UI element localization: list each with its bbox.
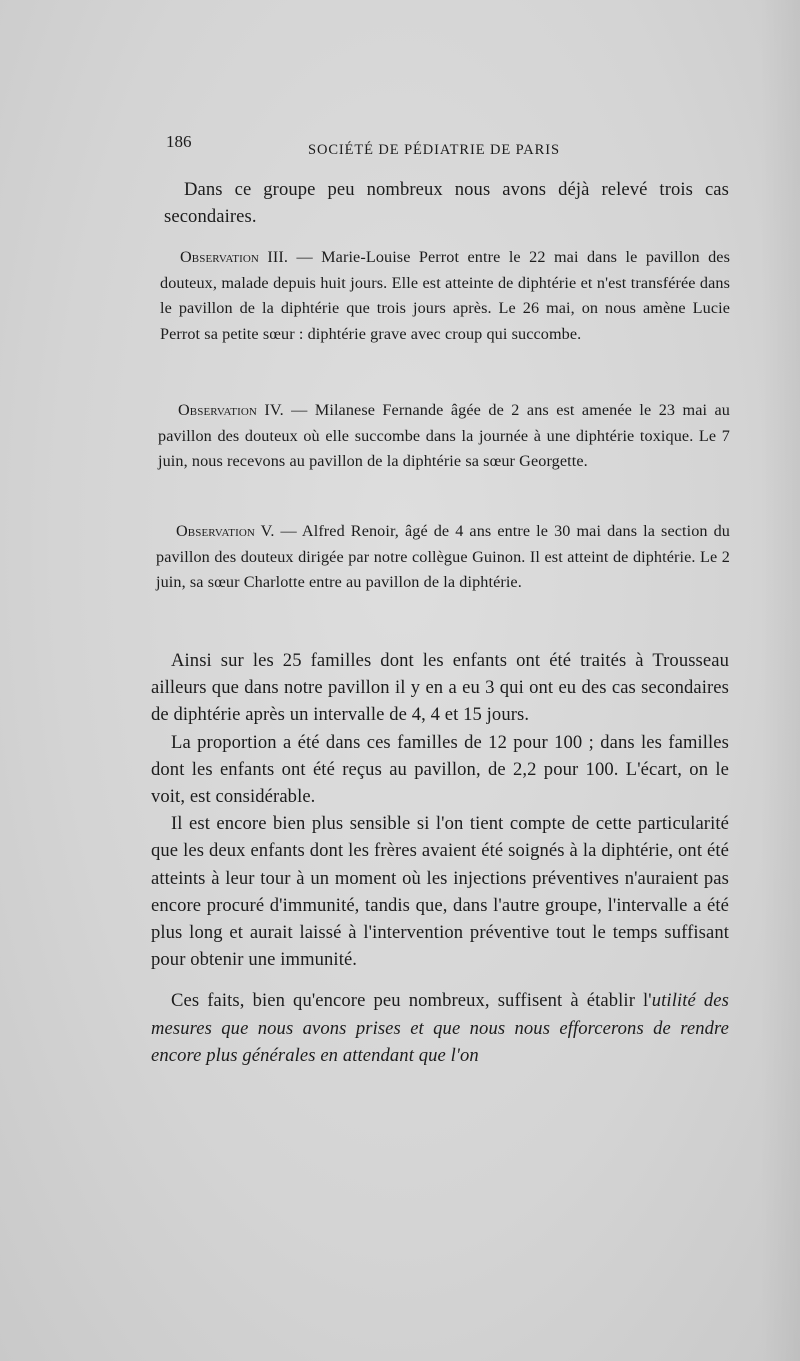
body-paragraph-4 <box>151 987 729 1069</box>
page-header <box>150 128 730 158</box>
running-head: SOCIÉTÉ DE PÉDIATRIE DE PARIS <box>308 142 560 158</box>
page-number: 186 <box>166 132 192 151</box>
body-paragraph-4-start: Ces faits, bien qu'encore peu nombreux, suffisent à établir l' <box>171 990 652 1012</box>
observation-4-label: Observation IV. <box>178 401 284 419</box>
main-body <box>151 647 729 1069</box>
observation-4 <box>158 398 730 475</box>
intro-paragraph <box>164 176 729 230</box>
intro-text: Dans ce groupe peu nombreux nous avons déjà relevé trois cas secondaires. <box>164 179 729 228</box>
observation-5-label: Observation V. <box>176 522 275 540</box>
observation-5-text: — Alfred Renoir, âgé de 4 ans entre le 30 mai dans la section du pavillon des douteux dirigée par notre collègue Guinon. Il est atteint de diphtérie. Le 2 juin, sa sœur Charlotte entre au pavillon de la diphtérie. <box>156 522 730 591</box>
body-paragraph-1: Ainsi sur les 25 familles dont les enfants ont été traités à Trousseau ailleurs que dans notre pavillon il y en a eu 3 qui ont eu des cas secondaires de diphtérie après un intervalle de 4, 4 et 15 jours. <box>151 650 729 726</box>
observation-3-text: — Marie-Louise Perrot entre le 22 mai dans le pavillon des douteux, malade depuis huit jours. Elle est atteinte de diphtérie et n'est transférée dans le pavillon de la diphtérie que trois jours après. Le 26 mai, on nous amène Lucie Perrot sa petite sœur : diphtérie grave avec croup qui succombe. <box>160 248 730 343</box>
observation-3-label: Observation III. <box>180 248 289 266</box>
observation-3 <box>160 245 730 347</box>
observation-4-text: — Milanese Fernande âgée de 2 ans est amenée le 23 mai au pavillon des douteux où elle succombe dans la journée à une diphtérie toxique. Le 7 juin, nous recevons au pavillon de la diphtérie sa sœur Georgette. <box>158 401 730 470</box>
observation-5 <box>156 519 730 596</box>
body-paragraph-4-italic: utilité des mesures que nous avons prises et que nous nous efforcerons de rendre encore plus générales en attendant que l'on <box>151 990 729 1066</box>
body-paragraph-2: La proportion a été dans ces familles de 12 pour 100 ; dans les familles dont les enfants ont été reçus au pavillon, de 2,2 pour 100. L'écart, on le voit, est considérable. <box>151 731 729 808</box>
body-paragraph-3: Il est encore bien plus sensible si l'on tient compte de cette particularité que les deux enfants dont les frères avaient été soignés à la diphtérie, ont été atteints à leur tour à un moment où les injections préventives n'auraient pas encore procuré d'immunité, tandis que, dans l'autre groupe, l'intervalle a été plus long et aurait laissé à l'intervention préventive tout le temps suffisant pour obtenir une immunité. <box>151 813 729 971</box>
